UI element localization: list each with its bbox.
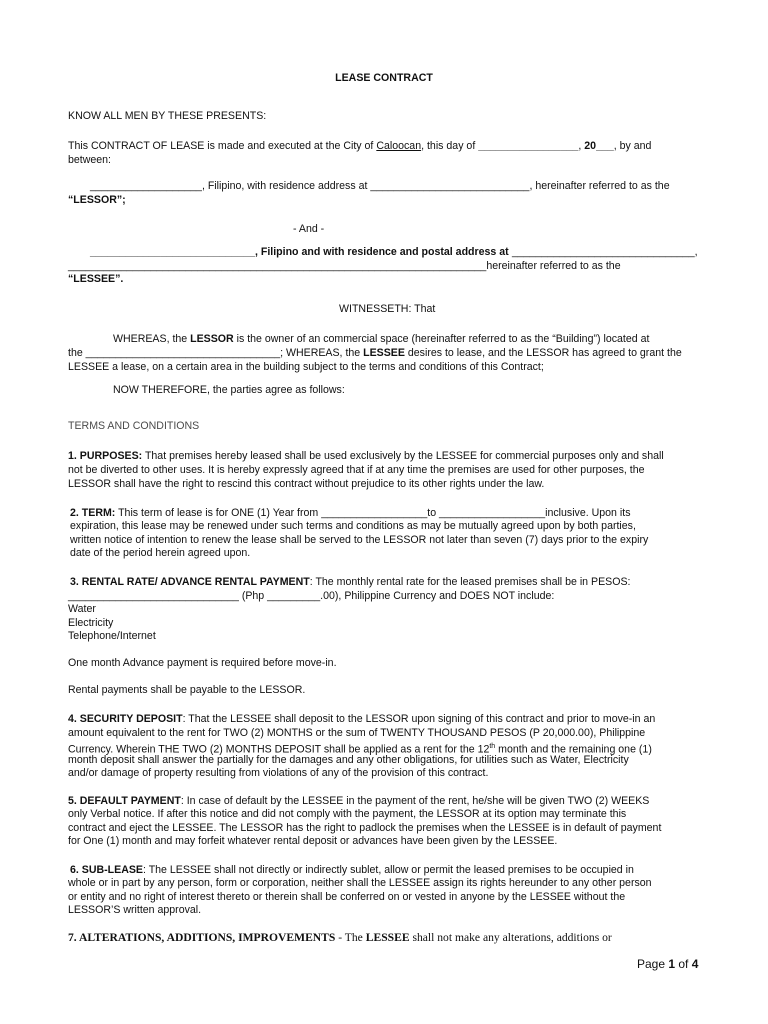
sec4-line-5: and/or damage of property resulting from violations of any of the provision of this contract. bbox=[68, 767, 489, 779]
lessor-label: “LESSOR”; bbox=[68, 194, 126, 206]
witnesseth: WITNESSETH: That bbox=[339, 303, 436, 315]
sec6-line-4: LESSOR’S written approval. bbox=[68, 904, 202, 916]
lessor-name-blank: ___________________ bbox=[90, 180, 202, 192]
sec5-heading: 5. DEFAULT PAYMENT bbox=[68, 795, 181, 807]
city-name: Caloocan bbox=[376, 140, 422, 152]
terms-heading: TERMS AND CONDITIONS bbox=[68, 420, 200, 432]
sec1-line-3: LESSOR shall have the right to rescind this contract without prejudice to its other rights under the law. bbox=[68, 478, 545, 490]
lessee-line-2: _______________________________________________________________________hereinafter referred to as the bbox=[68, 260, 621, 272]
intro-line-1: This CONTRACT OF LEASE is made and executed at the City of Caloocan, this day of _________________, 20___, by and bbox=[68, 140, 652, 152]
date-blank: _________________ bbox=[478, 140, 579, 152]
now-therefore: NOW THEREFORE, the parties agree as follows: bbox=[113, 384, 345, 396]
sec6-line-2: whole or in part by any person, form or corporation, neither shall the LESSEE assign its rights hereunder to any other person bbox=[68, 877, 652, 889]
and-separator: - And - bbox=[293, 223, 325, 235]
exclusion-telephone-internet: Telephone/Internet bbox=[68, 630, 156, 642]
sec1-heading: 1. PURPOSES: bbox=[68, 450, 143, 462]
sec4-heading: 4. SECURITY DEPOSIT bbox=[68, 713, 183, 725]
sec2-line-3: written notice of intention to renew the lease shall be served to the LESSOR not later than seven (7) days prior to the expiry bbox=[70, 534, 649, 546]
sec4-line-4: month deposit shall answer the partially for the damages and any other obligations, for utilities such as Water, Electricity bbox=[68, 754, 629, 766]
whereas-line-3: LESSEE a lease, on a certain area in the building subject to the terms and conditions of this Contract; bbox=[68, 361, 544, 373]
sec6-line-3: or entity and no right of interest thereto or therein shall be conferred on or vested in anyone by the LESSEE without the bbox=[68, 891, 626, 903]
lessee-name-blank: ____________________________ bbox=[90, 246, 255, 258]
know-all-line: KNOW ALL MEN BY THESE PRESENTS: bbox=[68, 110, 267, 122]
sec5-line-1: 5. DEFAULT PAYMENT: In case of default by the LESSEE in the payment of the rent, he/she will be given TWO (2) WEEKS bbox=[68, 795, 650, 807]
lessee-line-1: ____________________________, Filipino and with residence and postal address at bbox=[90, 246, 509, 258]
sec1-line-1: 1. PURPOSES: That premises hereby leased shall be used exclusively by the LESSEE for commercial purposes only and shall bbox=[68, 450, 664, 462]
sec5-line-4: for One (1) month and may forfeit whatever rental deposit or advances have been given by the LESSEE. bbox=[68, 835, 558, 847]
exclusion-water: Water bbox=[68, 603, 96, 615]
sec7-heading: 7. ALTERATIONS, ADDITIONS, IMPROVEMENTS bbox=[68, 931, 336, 944]
sec5-line-2: only Verbal notice. If after this notice and did not comply with the payment, the LESSOR at its option may terminate this bbox=[68, 808, 627, 820]
exclusion-electricity: Electricity bbox=[68, 617, 114, 629]
sec1-line-2: not be diverted to other uses. It is hereby expressly agreed that if at any time the premises are used for other purposes, the bbox=[68, 464, 645, 476]
sec2-line-1: 2. TERM: This term of lease is for ONE (1) Year from __________________to __________________inclusive. Upon its bbox=[70, 507, 631, 519]
sec4-line-3: Currency. Wherein THE TWO (2) MONTHS DEPOSIT shall be applied as a rent for the 12th month and the remaining one (1) bbox=[68, 743, 652, 756]
sec2-line-2: expiration, this lease may be renewed under such terms and conditions as may be mutually agreed upon by both parties, bbox=[70, 520, 636, 532]
sec2-line-4: date of the period herein agreed upon. bbox=[70, 547, 251, 559]
sec6-heading: 6. SUB-LEASE bbox=[70, 864, 143, 876]
payable-line: Rental payments shall be payable to the LESSOR. bbox=[68, 684, 306, 696]
whereas-line-1: WHEREAS, the LESSOR is the owner of an commercial space (hereinafter referred to as the “Building”) located at bbox=[113, 333, 650, 345]
year-field: 20___ bbox=[584, 140, 614, 152]
lessee-label: “LESSEE”. bbox=[68, 273, 124, 285]
sec7-line-1: 7. ALTERATIONS, ADDITIONS, IMPROVEMENTS - The LESSEE shall not make any alterations, additions or bbox=[68, 931, 612, 944]
sec2-heading: 2. TERM: bbox=[70, 507, 116, 519]
lessee-address-blank: _______________________________, bbox=[512, 246, 698, 258]
document-title: LEASE CONTRACT bbox=[335, 72, 433, 84]
page-number: Page 1 of 4 bbox=[637, 957, 699, 971]
sec4-line-2: amount equivalent to the rent for TWO (2) MONTHS or the sum of TWENTY THOUSAND PESOS (P 20,000.00), Philippine bbox=[68, 727, 646, 739]
sec4-line-1: 4. SECURITY DEPOSIT: That the LESSEE shall deposit to the LESSOR upon signing of this contract and prior to move-in an bbox=[68, 713, 656, 725]
sec6-line-1: 6. SUB-LEASE: The LESSEE shall not directly or indirectly sublet, allow or permit the leased premises to be occupied in bbox=[70, 864, 634, 876]
lessor-address-blank: ___________________________ bbox=[370, 180, 530, 192]
sec3-line-2: _____________________________ (Php _________.00), Philippine Currency and DOES NOT include: bbox=[68, 590, 555, 602]
lessor-line: ___________________, Filipino, with residence address at ___________________________, hereinafter referred to as the bbox=[90, 180, 670, 192]
advance-payment-line: One month Advance payment is required before move-in. bbox=[68, 657, 337, 669]
sec3-heading: 3. RENTAL RATE/ ADVANCE RENTAL PAYMENT bbox=[70, 576, 310, 588]
whereas-line-2: the _________________________________; WHEREAS, the LESSEE desires to lease, and the LESSOR has agreed to grant the bbox=[68, 347, 682, 359]
intro-line-2: between: bbox=[68, 154, 111, 166]
sec3-line-1: 3. RENTAL RATE/ ADVANCE RENTAL PAYMENT: The monthly rental rate for the leased premises shall be in PESOS: bbox=[70, 576, 631, 588]
sec5-line-3: contract and eject the LESSEE. The LESSOR has the right to padlock the premises when the LESSEE is in default of payment bbox=[68, 822, 662, 834]
